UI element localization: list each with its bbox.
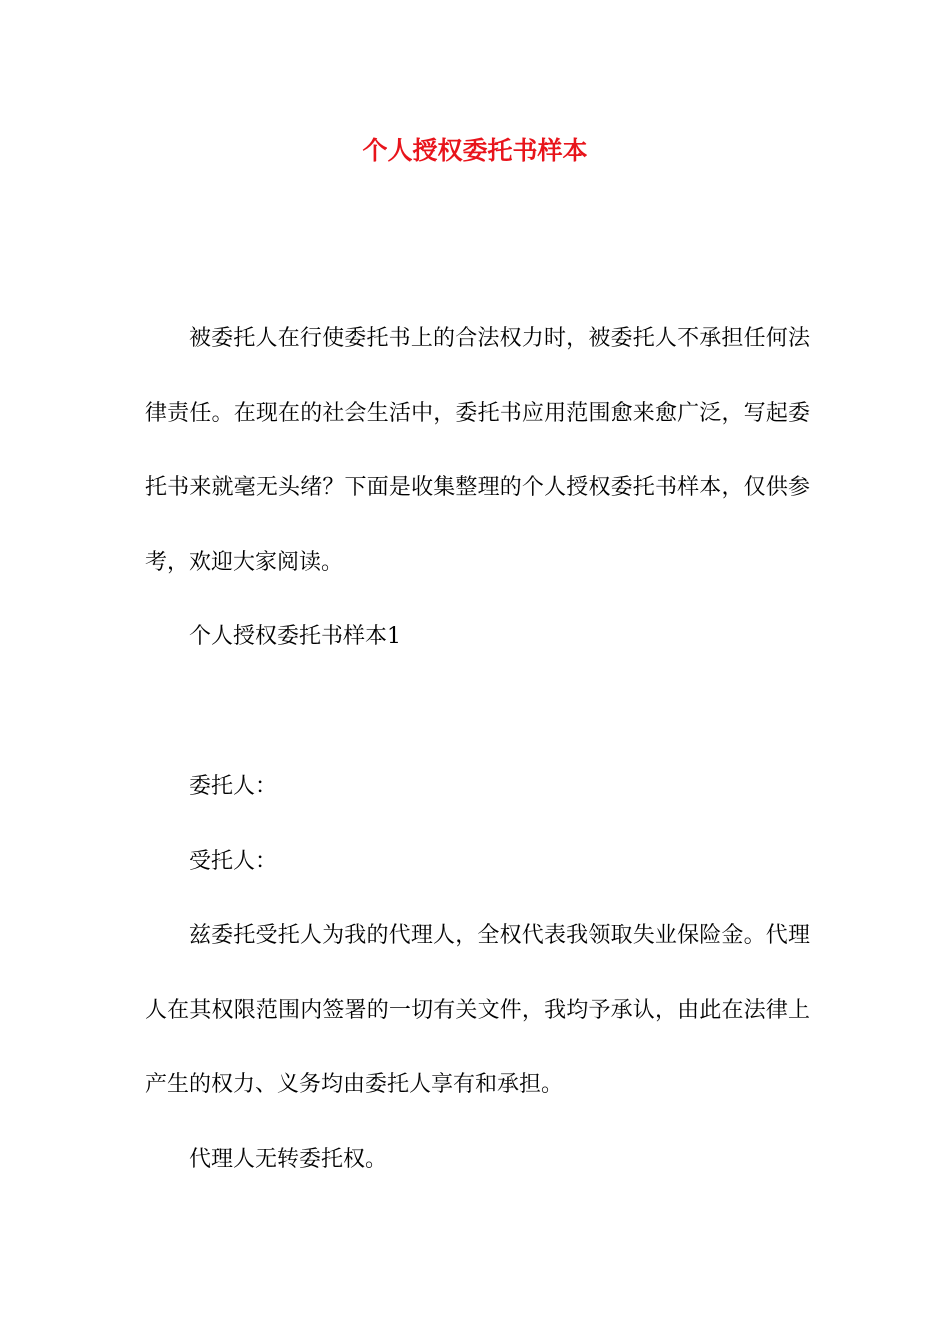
- agent-field: 受托人：: [189, 848, 278, 874]
- sample-section: [145, 750, 810, 1197]
- authorization-paragraph: 兹委托受托人为我的代理人，全权代表我领取失业保险金。代理人在其权限范围内签署的一切有关文件，我均予承认，由此在法律上产生的权力、义务均由委托人享有和承担。: [145, 923, 810, 1097]
- sample-heading: 个人授权委托书样本1: [189, 624, 401, 649]
- principal-field: 委托人：: [189, 774, 278, 799]
- intro-paragraph: 被委托人在行使委托书上的合法权力时，被委托人不承担任何法律责任。在现在的社会生活中，委托书应用范围愈来愈广泛，写起委托书来就毫无头绪？下面是收集整理的个人授权委托书样本，仅供参考，欢迎大家阅读。: [145, 326, 810, 575]
- intro-section: [145, 302, 810, 675]
- no-subdelegation-paragraph: 代理人无转委托权。: [189, 1146, 388, 1172]
- document-title: 个人授权委托书样本: [362, 136, 588, 165]
